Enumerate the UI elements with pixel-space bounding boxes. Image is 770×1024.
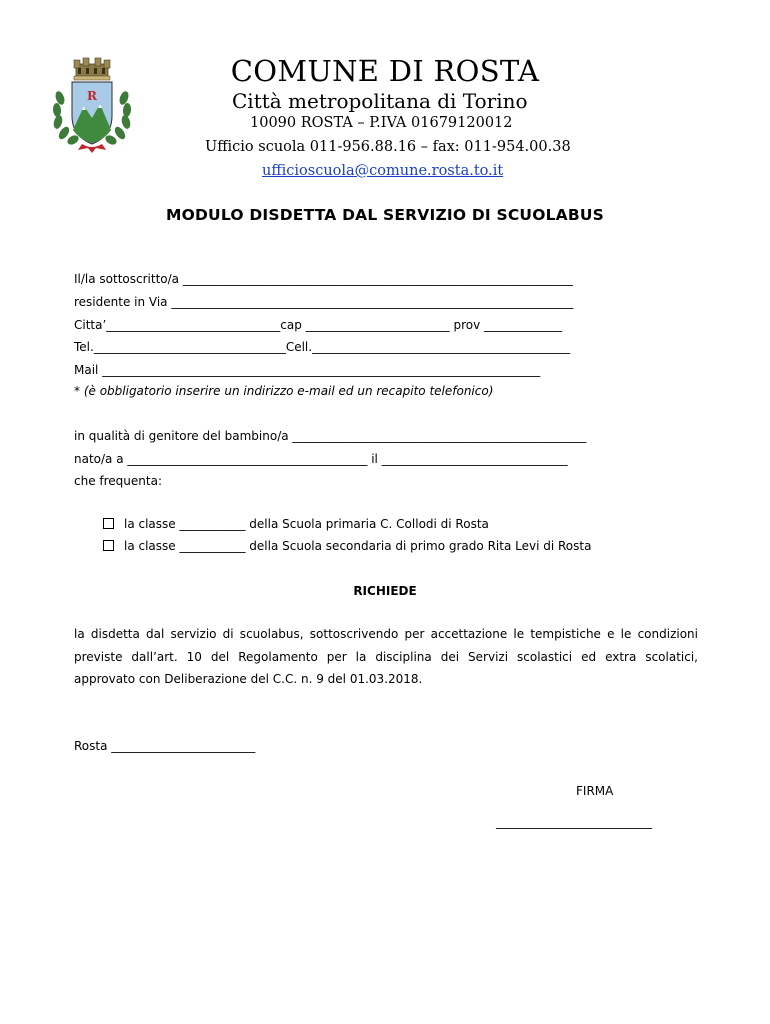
attends-label: che frequenta:	[74, 474, 162, 488]
form-title: MODULO DISDETTA DAL SERVIZIO DI SCUOLABUS	[165, 206, 605, 224]
birth-place-date-field[interactable]: nato/a a ________________________________________ il _______________________________	[74, 452, 568, 466]
secondary-school-option-label: la classe ___________ della Scuola secondaria di primo grado Rita Levi di Rosta	[124, 539, 592, 553]
school-office-email-link[interactable]: ufficioscuola@comune.rosta.to.it	[262, 163, 504, 179]
residence-field[interactable]: residente in Via ___________________________________________________________________	[74, 295, 574, 309]
svg-text:R: R	[87, 89, 97, 103]
request-heading: RICHIEDE	[353, 584, 417, 598]
request-line: approvato con Deliberazione del C.C. n. 9 del 01.03.2018.	[74, 672, 423, 686]
checkbox-icon[interactable]	[103, 540, 114, 551]
primary-school-option-label: la classe ___________ della Scuola primaria C. Collodi di Rosta	[124, 517, 489, 531]
mail-field[interactable]: Mail _________________________________________________________________________	[74, 363, 541, 377]
parent-of-child-field[interactable]: in qualità di genitore del bambino/a _________________________________________________	[74, 429, 587, 443]
city-cap-prov-field[interactable]: Citta’_____________________________cap ________________________ prov _____________	[74, 318, 563, 332]
request-line: la disdetta dal servizio di scuolabus, sottoscrivendo per accettazione le tempistiche e le condizioni	[74, 627, 698, 641]
place-date-field[interactable]: Rosta ________________________	[74, 739, 256, 753]
signature-label: FIRMA	[576, 784, 614, 798]
mandatory-note: * (è obbligatorio inserire un indirizzo e-mail ed un recapito telefonico)	[74, 384, 494, 398]
address-vat-line: 10090 ROSTA – P.IVA 01679120012	[250, 115, 513, 131]
secondary-school-option[interactable]	[103, 539, 591, 553]
municipality-title: COMUNE DI ROSTA	[230, 54, 540, 88]
metropolitan-city-subtitle: Città metropolitana di Torino	[232, 89, 528, 113]
school-office-contacts: Ufficio scuola 011-956.88.16 – fax: 011-954.00.38	[205, 139, 571, 155]
request-paragraph	[74, 623, 698, 691]
checkbox-icon[interactable]	[103, 518, 114, 529]
signature-line[interactable]: __________________________	[496, 815, 652, 829]
undersigned-field[interactable]: Il/la sottoscritto/a _________________________________________________________________	[74, 272, 573, 286]
primary-school-option[interactable]	[103, 517, 489, 531]
request-line: previste dall’art. 10 del Regolamento per la disciplina dei Servizi scolastici ed extra scolatici,	[74, 649, 698, 664]
phone-cell-field[interactable]: Tel.________________________________Cell.___________________________________________	[74, 340, 571, 354]
